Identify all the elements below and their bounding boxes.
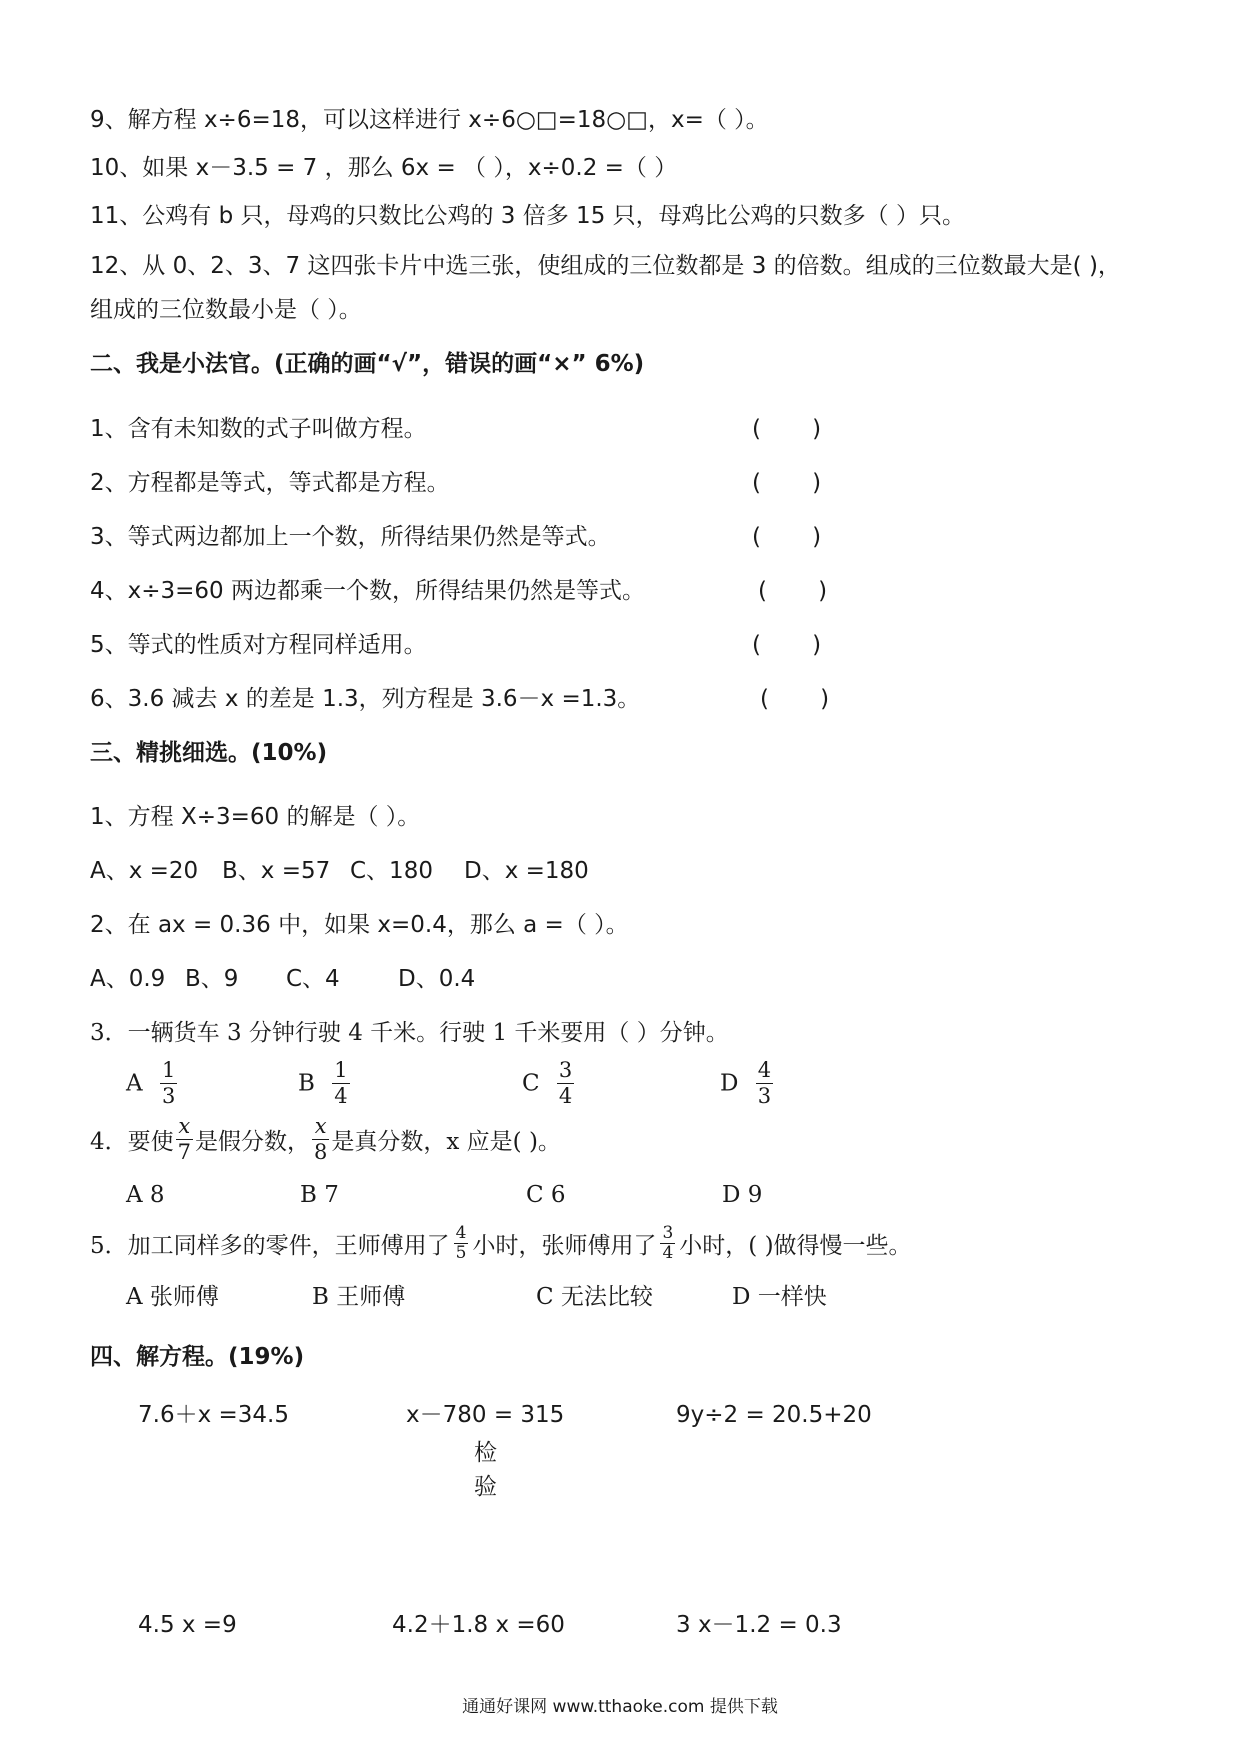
- judge-item-5: 5、等式的性质对方程同样适用。: [90, 632, 427, 658]
- fraction-denominator: 3: [161, 1084, 176, 1108]
- q5-option-b: B 王师傅: [312, 1284, 406, 1310]
- q2-option-a: A、0.9: [90, 966, 166, 992]
- q5-prefix: 5．加工同样多的零件，王师傅用了: [90, 1233, 450, 1259]
- q3-option-c: [522, 1058, 584, 1109]
- q4-suffix: 是真分数，x 应是( )。: [331, 1129, 561, 1155]
- choice-q3: 3．一辆货车 3 分钟行驶 4 千米。行驶 1 千米要用（ ）分钟。: [90, 1020, 729, 1046]
- q4-option-d: D 9: [722, 1182, 763, 1208]
- q5-option-d: D 一样快: [732, 1284, 827, 1310]
- q3-option-b: [298, 1058, 360, 1109]
- equation-1: 7.6＋x =34.5: [138, 1402, 289, 1428]
- q3-option-d: [720, 1058, 783, 1109]
- fraction-numerator: x: [314, 1114, 327, 1138]
- q3-option-c-fraction: [557, 1058, 574, 1109]
- section3-title: 三、精挑细选。(10%): [90, 740, 328, 766]
- choice-q1: 1、方程 X÷3=60 的解是（ ）。: [90, 804, 421, 830]
- q3-option-d-letter: D: [720, 1070, 739, 1097]
- q5-option-a: A 张师傅: [126, 1284, 219, 1310]
- fraction-numerator: 1: [334, 1058, 348, 1082]
- q3-option-d-fraction: [756, 1058, 773, 1109]
- fraction-numerator: 3: [662, 1223, 674, 1243]
- question-9: 9、解方程 x÷6=18，可以这样进行 x÷6○□=18○□，x=（ ）。: [90, 107, 769, 133]
- fraction-denominator: 3: [757, 1084, 772, 1108]
- q2-option-c: C、4: [286, 966, 340, 992]
- fraction-numerator: x: [178, 1114, 191, 1138]
- fraction-denominator: 8: [314, 1140, 328, 1164]
- fraction-denominator: 7: [177, 1140, 192, 1164]
- q5-middle: 小时，张师傅用了: [472, 1233, 657, 1259]
- judge-item-4: 4、x÷3=60 两边都乘一个数，所得结果仍然是等式。: [90, 578, 645, 604]
- choice-q4: [90, 1114, 561, 1165]
- question-10: 10、如果 x－3.5 = 7 ，那么 6x = （ ），x÷0.2 =（ ）: [90, 155, 678, 181]
- choice-q5: [90, 1224, 912, 1263]
- judge-paren-1: ( ): [752, 416, 822, 442]
- q5-option-c: C 无法比较: [536, 1284, 653, 1310]
- fraction-numerator: 4: [455, 1223, 467, 1243]
- q3-option-a-fraction: [160, 1058, 177, 1109]
- q4-prefix: 4．要使: [90, 1129, 174, 1155]
- fraction-denominator: 4: [334, 1084, 348, 1108]
- judge-item-2: 2、方程都是等式，等式都是方程。: [90, 470, 450, 496]
- check-label-2: 验: [474, 1474, 497, 1500]
- q3-option-a: [126, 1058, 187, 1109]
- q4-fraction-2: [312, 1114, 329, 1165]
- judge-paren-3: ( ): [752, 524, 822, 550]
- q3-option-b-fraction: [332, 1058, 349, 1109]
- judge-paren-6: ( ): [760, 686, 830, 712]
- judge-paren-4: ( ): [758, 578, 828, 604]
- section2-title: 二、我是小法官。(正确的画“√”，错误的画“×” 6%): [90, 351, 645, 377]
- equation-4: 4.5 x =9: [138, 1612, 237, 1638]
- page-footer: 通通好课网 www.tthaoke.com 提供下载: [462, 1697, 778, 1717]
- check-label-1: 检: [474, 1440, 497, 1466]
- q3-option-c-letter: C: [522, 1070, 540, 1097]
- q3-option-a-letter: A: [126, 1070, 143, 1097]
- q4-option-c: C 6: [526, 1182, 566, 1208]
- section4-title: 四、解方程。(19%): [90, 1344, 305, 1370]
- q4-option-b: B 7: [300, 1182, 339, 1208]
- judge-item-3: 3、等式两边都加上一个数，所得结果仍然是等式。: [90, 524, 611, 550]
- equation-2: x－780 = 315: [406, 1402, 565, 1428]
- q5-fraction-1: [454, 1224, 469, 1263]
- fraction-denominator: 4: [662, 1243, 674, 1263]
- fraction-denominator: 4: [558, 1084, 573, 1108]
- question-12-line1: 12、从 0、2、3、7 这四张卡片中选三张，使组成的三位数都是 3 的倍数。组成的三位数最大是( )，: [90, 253, 1121, 279]
- q4-fraction-1: [176, 1114, 193, 1165]
- q4-option-a: A 8: [126, 1182, 165, 1208]
- q1-option-a: A、x =20: [90, 858, 199, 884]
- q5-fraction-2: [660, 1224, 675, 1263]
- q4-middle: 是假分数，: [195, 1129, 311, 1155]
- fraction-denominator: 5: [455, 1243, 467, 1263]
- q2-option-b: B、9: [185, 966, 239, 992]
- judge-item-1: 1、含有未知数的式子叫做方程。: [90, 416, 427, 442]
- q3-option-b-letter: B: [298, 1070, 315, 1097]
- question-11: 11、公鸡有 b 只，母鸡的只数比公鸡的 3 倍多 15 只，母鸡比公鸡的只数多（ ）只。: [90, 203, 965, 229]
- judge-item-6: 6、3.6 减去 x 的差是 1.3，列方程是 3.6－x =1.3。: [90, 686, 641, 712]
- choice-q2: 2、在 ax = 0.36 中，如果 x=0.4，那么 a =（ ）。: [90, 912, 629, 938]
- q5-suffix: 小时，( )做得慢一些。: [679, 1233, 912, 1259]
- judge-paren-5: ( ): [752, 632, 822, 658]
- question-12-line2: 组成的三位数最小是（ ）。: [90, 297, 362, 323]
- fraction-numerator: 4: [757, 1058, 772, 1082]
- q1-option-d: D、x =180: [464, 858, 589, 884]
- q1-option-b: B、x =57: [222, 858, 331, 884]
- fraction-numerator: 3: [558, 1058, 573, 1082]
- equation-3: 9y÷2 = 20.5+20: [676, 1402, 872, 1428]
- fraction-numerator: 1: [161, 1058, 176, 1082]
- equation-5: 4.2＋1.8 x =60: [392, 1612, 565, 1638]
- judge-paren-2: ( ): [752, 470, 822, 496]
- equation-6: 3 x－1.2 = 0.3: [676, 1612, 842, 1638]
- q2-option-d: D、0.4: [398, 966, 476, 992]
- q1-option-c: C、180: [350, 858, 433, 884]
